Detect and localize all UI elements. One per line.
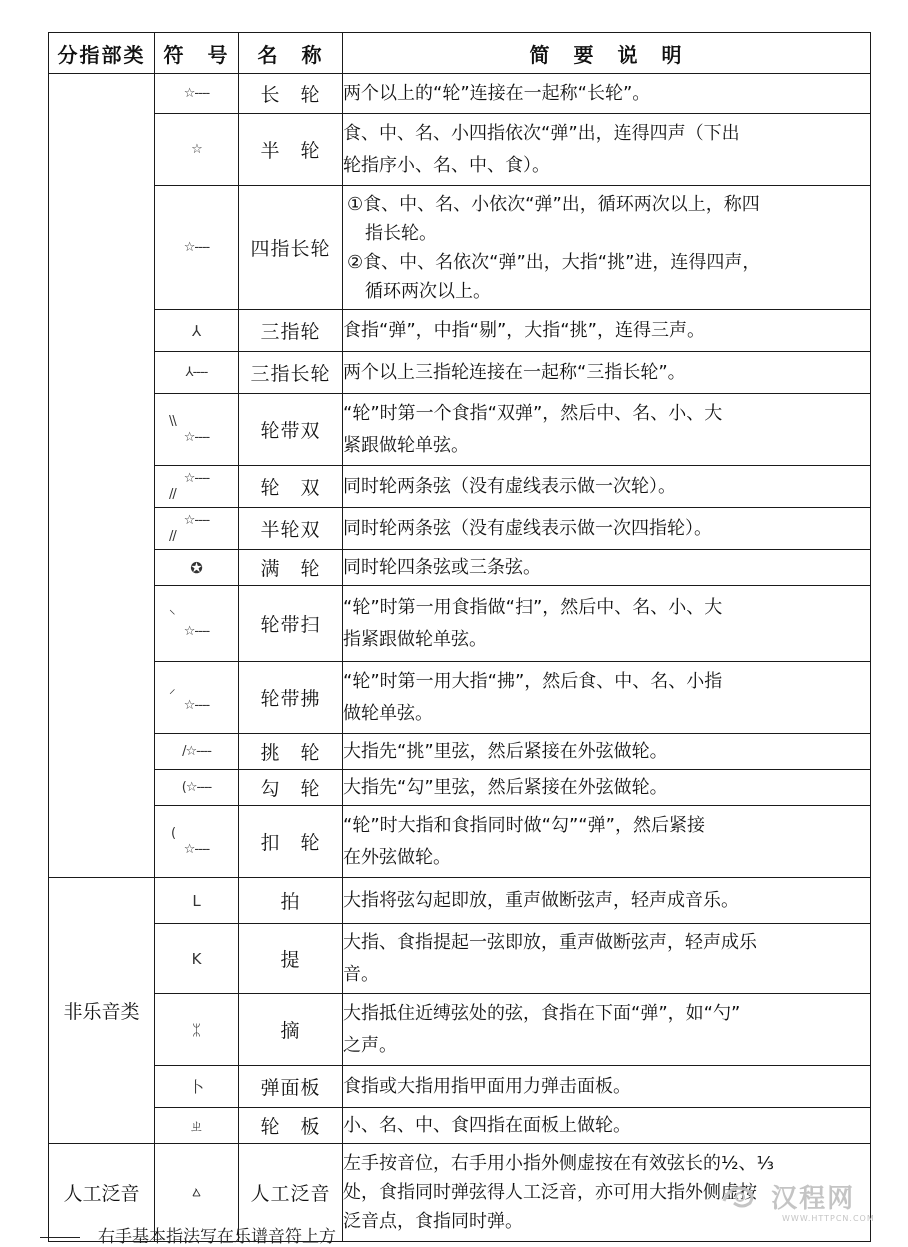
table-row — [49, 74, 871, 114]
header-symbol: 符 号 — [155, 33, 239, 74]
table-row — [49, 1108, 871, 1144]
symbol-cell: ᛯ — [155, 994, 239, 1066]
description-cell: 两个以上三指轮连接在一起称“三指长轮”。 — [343, 352, 871, 394]
symbol-cell: ☆---- // — [155, 508, 239, 550]
name-cell: 拍 — [239, 878, 343, 924]
table-row — [49, 662, 871, 734]
table-row — [49, 310, 871, 352]
footer-note: 右手基本指法写在乐谱音符上方 — [40, 1222, 336, 1247]
name-cell: 摘 — [239, 994, 343, 1066]
header-category: 分指部类 — [49, 33, 155, 74]
description-cell: 左手按音位，右手用小指外侧虚按在有效弦长的½、⅓ 处，食指同时弹弦得人工泛音，亦可用大指外侧虚按 泛音点，食指同时弹。 — [343, 1144, 871, 1242]
symbol-cell: ⅄ — [155, 310, 239, 352]
name-cell: 三指长轮 — [239, 352, 343, 394]
name-cell: 半轮双 — [239, 508, 343, 550]
description-cell: ①食、中、名、小依次“弹”出，循环两次以上，称四 指长轮。 ②食、中、名依次“弹”出，大指“挑”进，连得四声， 循环两次以上。 — [343, 186, 871, 310]
table-row — [49, 550, 871, 586]
symbol-cell: 卜 — [155, 1066, 239, 1108]
symbol-cell: ㄓ — [155, 1108, 239, 1144]
name-cell: 轮带拂 — [239, 662, 343, 734]
name-cell: 提 — [239, 924, 343, 994]
symbol-cell: ⅄---- — [155, 352, 239, 394]
description-cell: 食指“弹”，中指“剔”，大指“挑”，连得三声。 — [343, 310, 871, 352]
name-cell: 半 轮 — [239, 114, 343, 186]
table-row — [49, 924, 871, 994]
table-row — [49, 994, 871, 1066]
symbol-cell: ✪ — [155, 550, 239, 586]
table-row — [49, 586, 871, 662]
symbol-cell: /☆---- — [155, 734, 239, 770]
table-row — [49, 734, 871, 770]
description-cell: “轮”时第一个食指“双弹”，然后中、名、小、大 紧跟做轮单弦。 — [343, 394, 871, 466]
table-row — [49, 1066, 871, 1108]
description-cell: 同时轮两条弦（没有虚线表示做一次四指轮）。 — [343, 508, 871, 550]
table-row — [49, 806, 871, 878]
symbol-cell: ㅿ — [155, 1144, 239, 1242]
description-cell: 小、名、中、食四指在面板上做轮。 — [343, 1108, 871, 1144]
name-cell: 扣 轮 — [239, 806, 343, 878]
description-cell: 食指或大指用指甲面用力弹击面板。 — [343, 1066, 871, 1108]
name-cell: 轮 板 — [239, 1108, 343, 1144]
description-cell: 同时轮两条弦（没有虚线表示做一次轮）。 — [343, 466, 871, 508]
name-cell: 轮带双 — [239, 394, 343, 466]
table-row — [49, 186, 871, 310]
description-cell: 大指、食指提起一弦即放，重声做断弦声，轻声成乐 音。 — [343, 924, 871, 994]
table-header-row — [49, 33, 871, 74]
description-cell: “轮”时大指和食指同时做“勾”“弹”，然后紧接 在外弦做轮。 — [343, 806, 871, 878]
watermark-logo-icon — [720, 1181, 760, 1218]
description-cell: 同时轮四条弦或三条弦。 — [343, 550, 871, 586]
name-cell: 挑 轮 — [239, 734, 343, 770]
table-row — [49, 878, 871, 924]
symbol-cell: ⸝ ☆---- — [155, 662, 239, 734]
header-description: 简 要 说 明 — [343, 33, 871, 74]
description-cell: 大指将弦勾起即放，重声做断弦声，轻声成音乐。 — [343, 878, 871, 924]
name-cell: 人工泛音 — [239, 1144, 343, 1242]
symbol-cell: L — [155, 878, 239, 924]
table-row — [49, 466, 871, 508]
name-cell: 轮 双 — [239, 466, 343, 508]
category-cell-blank — [49, 74, 155, 878]
description-cell: 大指先“勾”里弦，然后紧接在外弦做轮。 — [343, 770, 871, 806]
header-name: 名 称 — [239, 33, 343, 74]
symbol-cell: \\ ☆---- — [155, 394, 239, 466]
watermark — [720, 1178, 900, 1222]
description-cell: 食、中、名、小四指依次“弹”出，连得四声（下出 轮指序小、名、中、食）。 — [343, 114, 871, 186]
category-nonmusical: 非乐音类 — [49, 878, 155, 1144]
name-cell: 三指轮 — [239, 310, 343, 352]
description-cell: “轮”时第一用食指做“扫”，然后中、名、小、大 指紧跟做轮单弦。 — [343, 586, 871, 662]
name-cell: 四指长轮 — [239, 186, 343, 310]
table-row — [49, 770, 871, 806]
table-row — [49, 114, 871, 186]
description-cell: “轮”时第一用大指“拂”，然后食、中、名、小指 做轮单弦。 — [343, 662, 871, 734]
fingering-table — [48, 32, 871, 1242]
symbol-cell: ☆ — [155, 114, 239, 186]
table-row — [49, 352, 871, 394]
description-cell: 两个以上的“轮”连接在一起称“长轮”。 — [343, 74, 871, 114]
symbol-cell: ☆---- — [155, 74, 239, 114]
name-cell: 勾 轮 — [239, 770, 343, 806]
symbol-cell: (☆---- — [155, 770, 239, 806]
table-row — [49, 508, 871, 550]
description-cell: 大指先“挑”里弦，然后紧接在外弦做轮。 — [343, 734, 871, 770]
name-cell: 轮带扫 — [239, 586, 343, 662]
watermark-text: 汉程网 — [771, 1184, 856, 1214]
name-cell: 满 轮 — [239, 550, 343, 586]
description-cell: 大指抵住近缚弦处的弦，食指在下面“弹”，如“勺” 之声。 — [343, 994, 871, 1066]
name-cell: 弹面板 — [239, 1066, 343, 1108]
footer-rule — [40, 1237, 80, 1238]
symbol-cell: ⸌ ☆---- — [155, 586, 239, 662]
symbol-cell: ( ☆---- — [155, 806, 239, 878]
table-row — [49, 394, 871, 466]
name-cell: 长 轮 — [239, 74, 343, 114]
category-harmonic: 人工泛音 — [49, 1144, 155, 1242]
symbol-cell: ☆---- // — [155, 466, 239, 508]
watermark-sub: WWW.HTTPCN.COM — [782, 1214, 875, 1223]
symbol-cell: ☆---- — [155, 186, 239, 310]
symbol-cell: K — [155, 924, 239, 994]
